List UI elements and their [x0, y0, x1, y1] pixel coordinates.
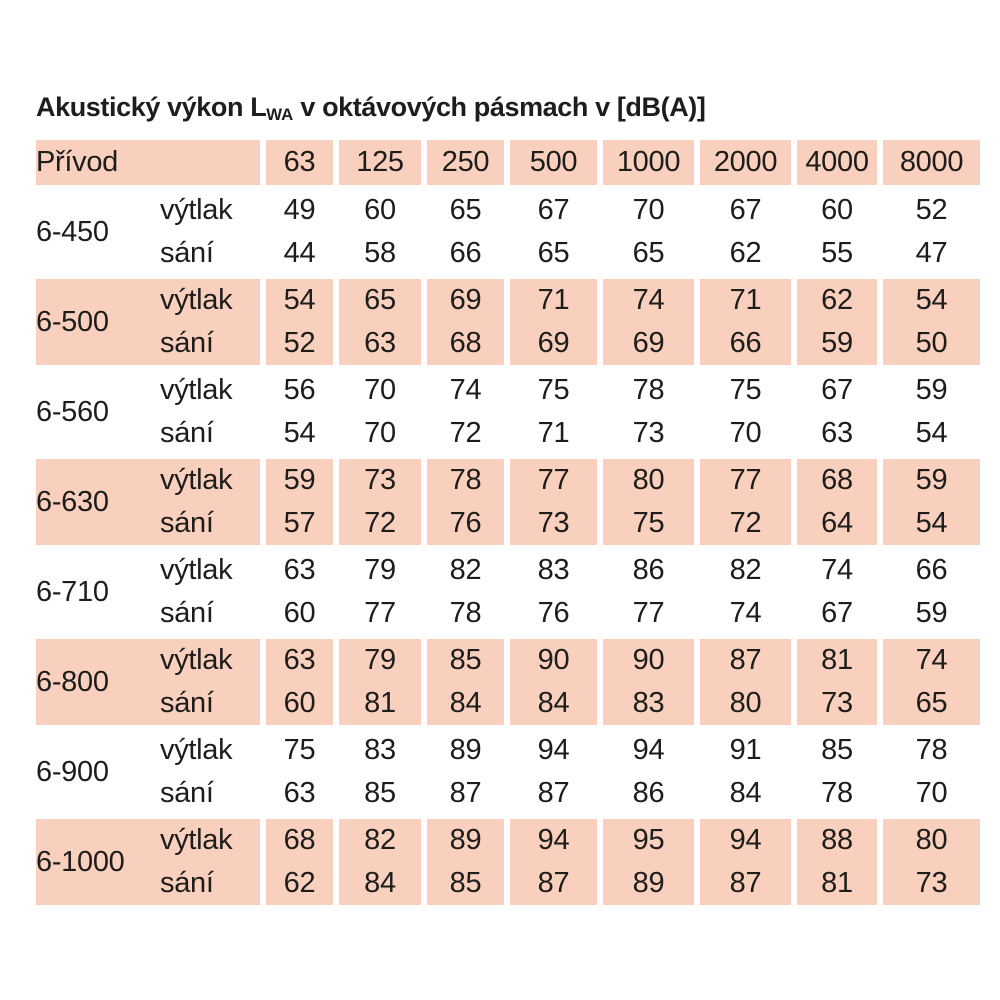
value-cell: 71: [507, 277, 600, 322]
value-cell: 94: [507, 727, 600, 772]
unit-name-cell: 6-710: [36, 547, 160, 637]
unit-name-cell: 6-1000: [36, 817, 160, 905]
page-title: [36, 92, 982, 123]
row-label-discharge: výtlak: [160, 277, 263, 322]
value-cell: 64: [794, 502, 880, 547]
value-cell: 94: [600, 727, 697, 772]
value-cell: 75: [507, 367, 600, 412]
value-cell: 87: [697, 637, 794, 682]
table-row-vytlak-6-800: [36, 637, 980, 682]
value-cell: 90: [507, 637, 600, 682]
column-header-250: 250: [424, 140, 507, 187]
value-cell: 74: [880, 637, 980, 682]
value-cell: 77: [697, 457, 794, 502]
value-cell: 75: [697, 367, 794, 412]
value-cell: 70: [600, 187, 697, 232]
value-cell: 74: [697, 592, 794, 637]
table-header-row: [36, 140, 980, 187]
column-header-4000: 4000: [794, 140, 880, 187]
value-cell: 66: [424, 232, 507, 277]
row-label-discharge: výtlak: [160, 187, 263, 232]
value-cell: 70: [880, 772, 980, 817]
unit-name-cell: 6-560: [36, 367, 160, 457]
column-header-125: 125: [336, 140, 424, 187]
unit-name-cell: 6-450: [36, 187, 160, 277]
value-cell: 67: [697, 187, 794, 232]
value-cell: 86: [600, 772, 697, 817]
title-subscript: WA: [266, 104, 294, 124]
value-cell: 72: [424, 412, 507, 457]
value-cell: 60: [263, 682, 336, 727]
column-header-2000: 2000: [697, 140, 794, 187]
value-cell: 91: [697, 727, 794, 772]
table-row-sani-6-450: [36, 232, 980, 277]
value-cell: 84: [336, 862, 424, 905]
value-cell: 86: [600, 547, 697, 592]
value-cell: 63: [263, 637, 336, 682]
row-label-suction: sání: [160, 417, 214, 449]
table-row-sani-6-800: [36, 682, 980, 727]
value-cell: 73: [880, 862, 980, 905]
value-cell: 58: [336, 232, 424, 277]
unit-name-cell: 6-500: [36, 277, 160, 367]
value-cell: 59: [794, 322, 880, 367]
value-cell: 73: [794, 682, 880, 727]
value-cell: 88: [794, 817, 880, 862]
value-cell: 60: [794, 187, 880, 232]
value-cell: 72: [336, 502, 424, 547]
value-cell: 49: [263, 187, 336, 232]
value-cell: 65: [336, 277, 424, 322]
value-cell: 84: [697, 772, 794, 817]
value-cell: 85: [424, 637, 507, 682]
table-row-vytlak-6-450: [36, 187, 980, 232]
value-cell: 75: [600, 502, 697, 547]
value-cell: 66: [697, 322, 794, 367]
table-row-vytlak-6-900: [36, 727, 980, 772]
row-label-suction: sání: [160, 597, 214, 629]
row-label-discharge: výtlak: [160, 727, 263, 772]
column-header-privod: Přívod: [36, 140, 263, 187]
table-row-sani-6-630: [36, 502, 980, 547]
value-cell: 89: [424, 817, 507, 862]
column-header-63: 63: [263, 140, 336, 187]
table-row-sani-6-900: [36, 772, 980, 817]
column-header-8000: 8000: [880, 140, 980, 187]
value-cell: 62: [697, 232, 794, 277]
value-cell: 68: [424, 322, 507, 367]
value-cell: 89: [424, 727, 507, 772]
value-cell: 81: [794, 637, 880, 682]
value-cell: 87: [697, 862, 794, 905]
value-cell: 80: [600, 457, 697, 502]
value-cell: 84: [507, 682, 600, 727]
value-cell: 68: [794, 457, 880, 502]
value-cell: 76: [424, 502, 507, 547]
value-cell: 73: [507, 502, 600, 547]
value-cell: 52: [880, 187, 980, 232]
value-cell: 62: [794, 277, 880, 322]
row-label-discharge: výtlak: [160, 457, 263, 502]
value-cell: 70: [336, 412, 424, 457]
value-cell: 81: [794, 862, 880, 905]
value-cell: 65: [600, 232, 697, 277]
value-cell: 63: [794, 412, 880, 457]
value-cell: 54: [880, 412, 980, 457]
row-label-suction: sání: [160, 862, 263, 905]
value-cell: 54: [263, 277, 336, 322]
value-cell: 66: [880, 547, 980, 592]
value-cell: 74: [794, 547, 880, 592]
column-header-500: 500: [507, 140, 600, 187]
value-cell: 87: [507, 862, 600, 905]
value-cell: 89: [600, 862, 697, 905]
value-cell: 75: [263, 727, 336, 772]
value-cell: 94: [697, 817, 794, 862]
unit-name-cell: 6-800: [36, 637, 160, 727]
table-row-sani-6-500: [36, 322, 980, 367]
value-cell: 67: [794, 367, 880, 412]
value-cell: 80: [697, 682, 794, 727]
value-cell: 74: [600, 277, 697, 322]
value-cell: 71: [697, 277, 794, 322]
row-label-suction: sání: [160, 682, 263, 727]
value-cell: 69: [507, 322, 600, 367]
value-cell: 94: [507, 817, 600, 862]
value-cell: 82: [336, 817, 424, 862]
column-header-1000: 1000: [600, 140, 697, 187]
value-cell: 79: [336, 547, 424, 592]
row-label-discharge: výtlak: [160, 637, 263, 682]
unit-name-cell: 6-900: [36, 727, 160, 817]
value-cell: 63: [263, 772, 336, 817]
value-cell: 68: [263, 817, 336, 862]
value-cell: 71: [507, 412, 600, 457]
value-cell: 67: [794, 592, 880, 637]
table-row-sani-6-1000: [36, 862, 980, 905]
value-cell: 85: [336, 772, 424, 817]
unit-name-cell: 6-630: [36, 457, 160, 547]
value-cell: 95: [600, 817, 697, 862]
value-cell: 78: [424, 457, 507, 502]
value-cell: 78: [794, 772, 880, 817]
acoustic-power-table: [36, 140, 980, 905]
value-cell: 78: [880, 727, 980, 772]
title-prefix: Akustický výkon L: [36, 92, 267, 122]
value-cell: 54: [880, 277, 980, 322]
value-cell: 82: [697, 547, 794, 592]
value-cell: 77: [600, 592, 697, 637]
value-cell: 77: [336, 592, 424, 637]
table-row-vytlak-6-500: [36, 277, 980, 322]
title-suffix: v oktávových pásmach v [dB(A)]: [293, 92, 706, 122]
table-row-vytlak-6-630: [36, 457, 980, 502]
table-row-sani-6-560: [36, 412, 980, 457]
page: [36, 92, 982, 905]
value-cell: 78: [424, 592, 507, 637]
value-cell: 76: [507, 592, 600, 637]
table-row-vytlak-6-560: [36, 367, 980, 412]
value-cell: 59: [880, 592, 980, 637]
value-cell: 85: [794, 727, 880, 772]
value-cell: 63: [263, 547, 336, 592]
row-label-suction: sání: [160, 777, 214, 809]
value-cell: 55: [794, 232, 880, 277]
value-cell: 83: [336, 727, 424, 772]
value-cell: 70: [697, 412, 794, 457]
value-cell: 54: [880, 502, 980, 547]
row-label-discharge: výtlak: [160, 817, 263, 862]
value-cell: 73: [600, 412, 697, 457]
table-row-sani-6-710: [36, 592, 980, 637]
value-cell: 84: [424, 682, 507, 727]
value-cell: 81: [336, 682, 424, 727]
value-cell: 69: [600, 322, 697, 367]
row-label-discharge: výtlak: [160, 547, 263, 592]
table-row-vytlak-6-1000: [36, 817, 980, 862]
value-cell: 59: [880, 457, 980, 502]
row-label-suction: sání: [160, 502, 263, 547]
value-cell: 79: [336, 637, 424, 682]
value-cell: 70: [336, 367, 424, 412]
value-cell: 73: [336, 457, 424, 502]
value-cell: 54: [263, 412, 336, 457]
value-cell: 74: [424, 367, 507, 412]
value-cell: 50: [880, 322, 980, 367]
value-cell: 83: [507, 547, 600, 592]
value-cell: 78: [600, 367, 697, 412]
row-label-suction: sání: [160, 322, 263, 367]
value-cell: 83: [600, 682, 697, 727]
value-cell: 85: [424, 862, 507, 905]
value-cell: 60: [336, 187, 424, 232]
value-cell: 62: [263, 862, 336, 905]
value-cell: 87: [424, 772, 507, 817]
value-cell: 60: [263, 592, 336, 637]
value-cell: 65: [880, 682, 980, 727]
value-cell: 80: [880, 817, 980, 862]
value-cell: 69: [424, 277, 507, 322]
value-cell: 87: [507, 772, 600, 817]
row-label-discharge: výtlak: [160, 367, 263, 412]
value-cell: 65: [424, 187, 507, 232]
value-cell: 90: [600, 637, 697, 682]
value-cell: 47: [880, 232, 980, 277]
value-cell: 59: [880, 367, 980, 412]
value-cell: 65: [507, 232, 600, 277]
table-row-vytlak-6-710: [36, 547, 980, 592]
value-cell: 44: [263, 232, 336, 277]
value-cell: 52: [263, 322, 336, 367]
value-cell: 56: [263, 367, 336, 412]
row-label-suction: sání: [160, 237, 214, 269]
value-cell: 59: [263, 457, 336, 502]
value-cell: 57: [263, 502, 336, 547]
value-cell: 82: [424, 547, 507, 592]
value-cell: 77: [507, 457, 600, 502]
value-cell: 63: [336, 322, 424, 367]
value-cell: 72: [697, 502, 794, 547]
value-cell: 67: [507, 187, 600, 232]
